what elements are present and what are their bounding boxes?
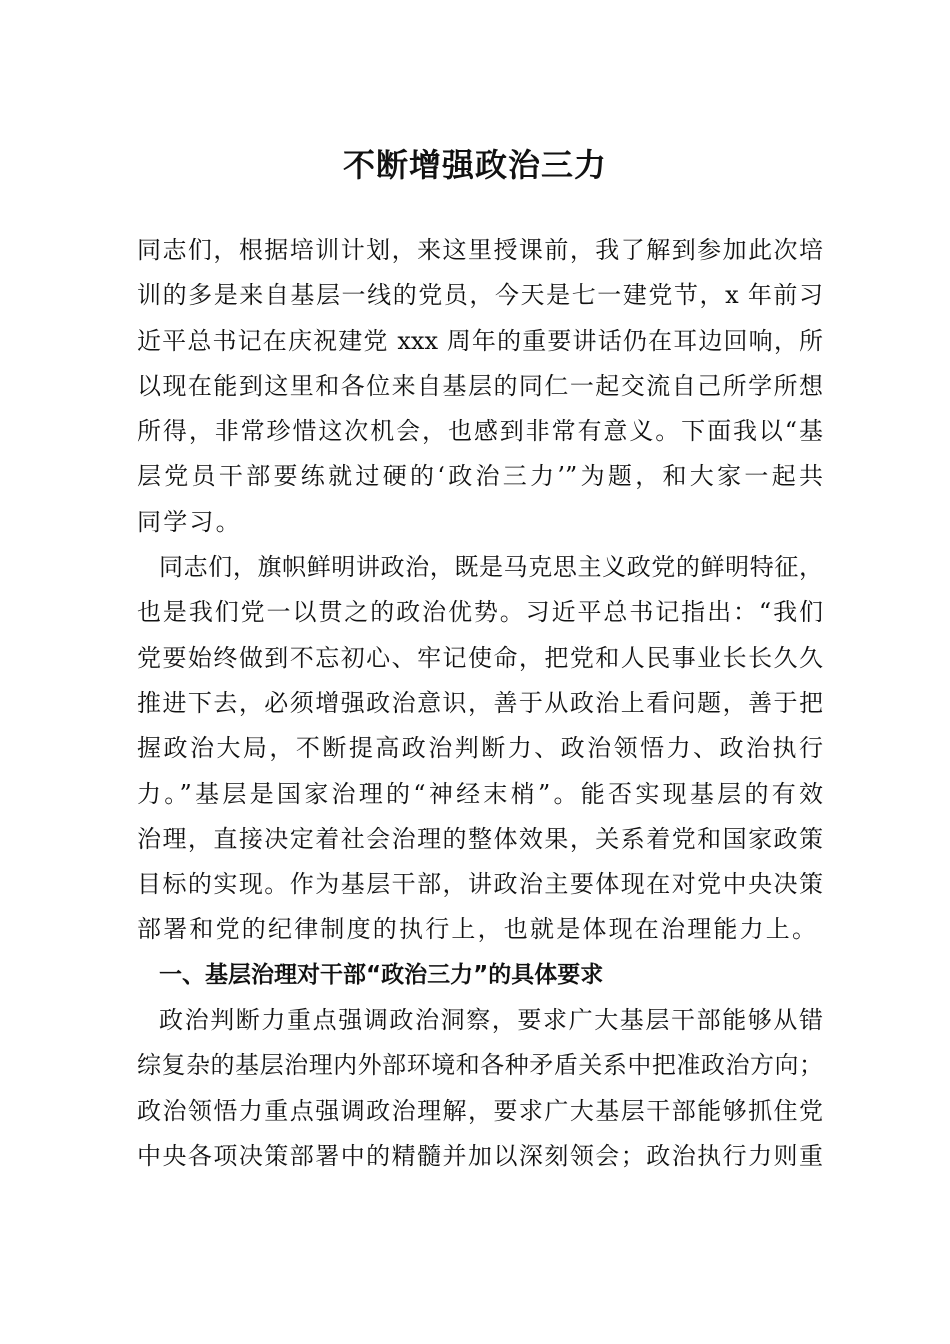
text-line: 政治判断力重点强调政治洞察，要求广大基层干部能够从错 (159, 1006, 823, 1035)
text-line: 目标的实现。作为基层干部，讲政治主要体现在对党中央决策 (137, 870, 823, 899)
text-line: 握政治大局，不断提高政治判断力、政治领悟力、政治执行 (137, 734, 823, 763)
text-line: 综复杂的基层治理内外部环境和各种矛盾关系中把准政治方向； (137, 1051, 823, 1080)
text-line: 党要始终做到不忘初心、牢记使命，把党和人民事业长长久久 (137, 643, 823, 672)
text-line: 近平总书记在庆祝建党 xxx 周年的重要讲话仍在耳边回响，所 (137, 326, 823, 355)
paragraph-intro (137, 228, 823, 545)
text-line: 中央各项决策部署中的精髓并加以深刻领会；政治执行力则重 (137, 1141, 823, 1170)
text-line: 部署和党的纪律制度的执行上，也就是体现在治理能力上。 (137, 915, 819, 944)
text-line: 所得，非常珍惜这次机会，也感到非常有意义。下面我以“基 (137, 417, 823, 446)
paragraph-requirements (137, 998, 823, 1179)
paragraph-politics (137, 545, 823, 953)
text-line: 力。”基层是国家治理的“神经末梢”。能否实现基层的有效 (137, 779, 823, 808)
text-line: 同学习。 (137, 507, 242, 536)
text-line: 治理，直接决定着社会治理的整体效果，关系着党和国家政策 (137, 824, 823, 853)
document-title: 不断增强政治三力 (342, 146, 607, 184)
section-heading: 一、基层治理对干部“政治三力”的具体要求 (159, 961, 604, 988)
text-line: 以现在能到这里和各位来自基层的同仁一起交流自己所学所想 (137, 371, 823, 400)
text-line: 也是我们党一以贯之的政治优势。习近平总书记指出：“我们 (137, 598, 823, 627)
text-line: 政治领悟力重点强调政治理解，要求广大基层干部能够抓住党 (137, 1096, 823, 1125)
text-line: 推进下去，必须增强政治意识，善于从政治上看问题，善于把 (137, 688, 823, 717)
text-line: 层党员干部要练就过硬的‘政治三力’”为题，和大家一起共 (137, 462, 823, 491)
text-line: 同志们，旗帜鲜明讲政治，既是马克思主义政党的鲜明特征， (159, 553, 823, 582)
text-line: 同志们，根据培训计划，来这里授课前，我了解到参加此次培 (137, 236, 823, 264)
document-body (137, 228, 823, 1179)
text-line: 训的多是来自基层一线的党员，今天是七一建党节，x 年前习 (137, 281, 823, 310)
